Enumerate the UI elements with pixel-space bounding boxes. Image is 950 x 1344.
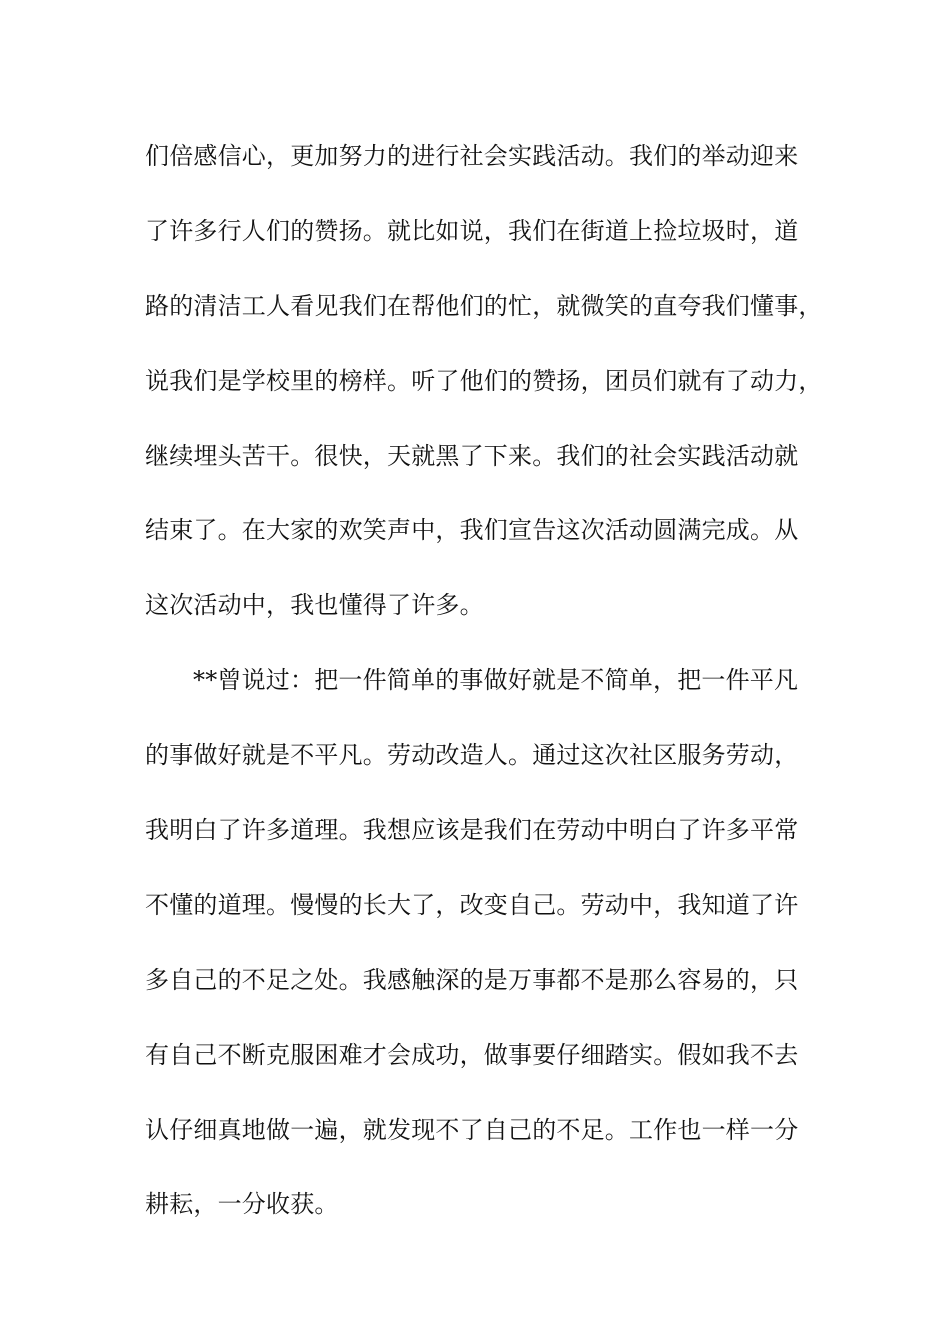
paragraph-2-line-2: 的事做好就是不平凡。劳动改造人。通过这次社区服务劳动， bbox=[145, 741, 799, 770]
paragraph-1-line-5: 继续埋头苦干。很快，天就黑了下来。我们的社会实践活动就 bbox=[145, 441, 799, 470]
paragraph-2-line-5: 多自己的不足之处。我感触深的是万事都不是那么容易的，只 bbox=[145, 965, 799, 994]
paragraph-1-line-6: 结束了。在大家的欢笑声中，我们宣告这次活动圆满完成。从 bbox=[145, 516, 799, 545]
paragraph-1-line-4: 说我们是学校里的榜样。听了他们的赞扬，团员们就有了动力， bbox=[145, 366, 823, 395]
paragraph-2-line-1: **曾说过：把一件简单的事做好就是不简单，把一件平凡 bbox=[193, 666, 799, 695]
body-text bbox=[145, 131, 835, 1254]
paragraph-2-line-4: 不懂的道理。慢慢的长大了，改变自己。劳动中，我知道了许 bbox=[145, 890, 799, 919]
paragraph-2-line-8: 耕耘，一分收获。 bbox=[145, 1190, 339, 1219]
paragraph-1-line-3: 路的清洁工人看见我们在帮他们的忙，就微笑的直夸我们懂事， bbox=[145, 291, 823, 320]
paragraph-2-line-6: 有自己不断克服困难才会成功，做事要仔细踏实。假如我不去 bbox=[145, 1040, 799, 1069]
paragraph-1-line-7: 这次活动中，我也懂得了许多。 bbox=[145, 591, 484, 620]
paragraph-1-line-2: 了许多行人们的赞扬。就比如说，我们在街道上捡垃圾时，道 bbox=[145, 216, 799, 245]
paragraph-1-line-1: 们倍感信心，更加努力的进行社会实践活动。我们的举动迎来 bbox=[145, 142, 799, 170]
paragraph-2-line-3: 我明白了许多道理。我想应该是我们在劳动中明白了许多平常 bbox=[145, 816, 799, 845]
paragraph-2-line-7: 认仔细真地做一遍，就发现不了自己的不足。工作也一样一分 bbox=[145, 1115, 799, 1144]
